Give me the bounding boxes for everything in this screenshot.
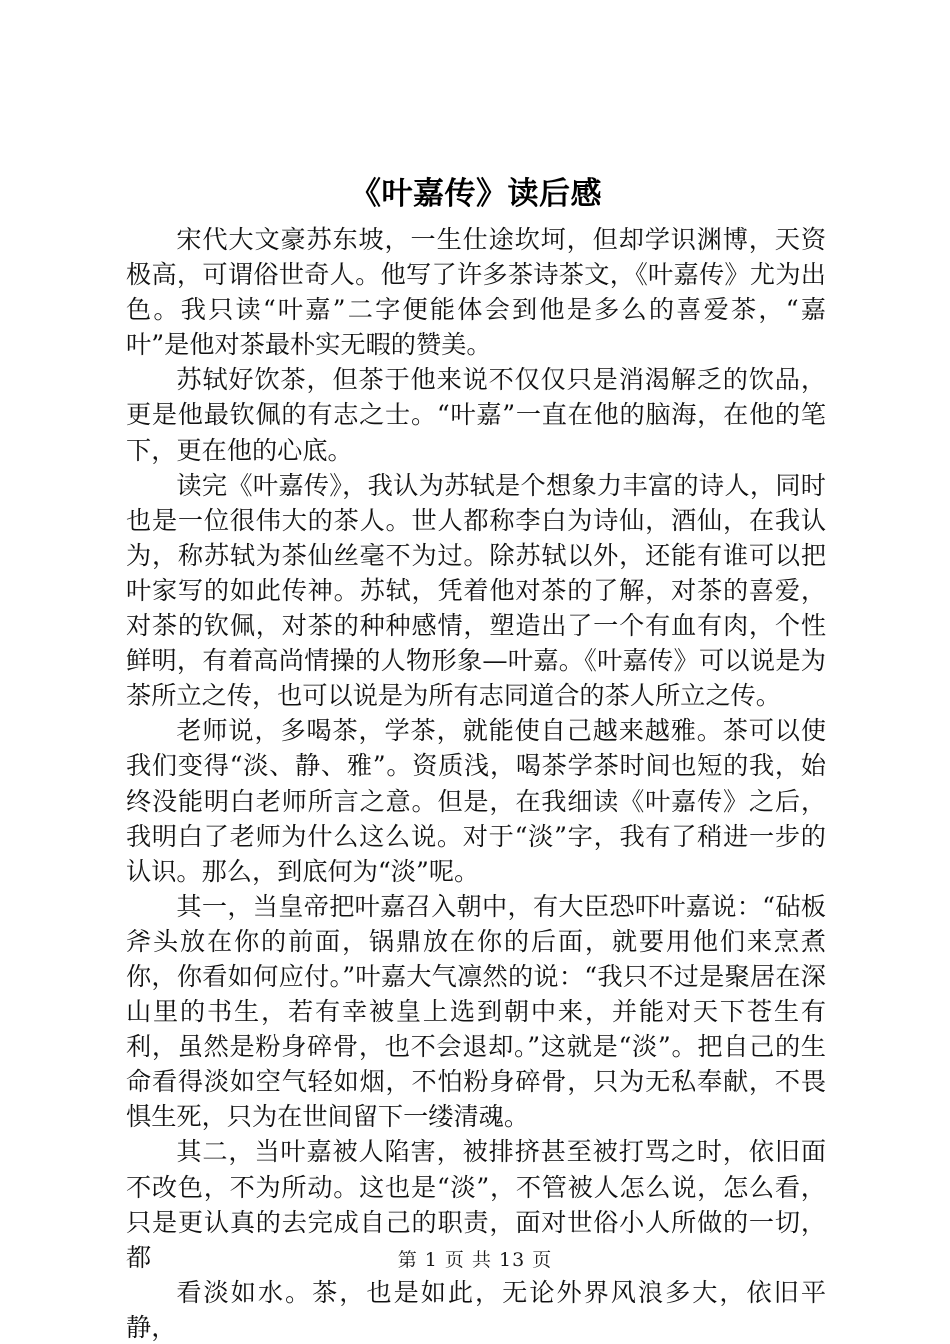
paragraph-4: 老师说，多喝茶，学茶，就能使自己越来越雅。茶可以使我们变得“淡、静、雅”。资质浅，喝茶学茶时间也短的我，始终没能明白老师所言之意。但是，在我细读《叶嘉传》之后，我明白了老师为什么这么说。对于“淡”字，我有了稍进一步的认识。那么，到底何为“淡”呢。 bbox=[126, 716, 826, 886]
paragraph-6: 其二，当叶嘉被人陷害，被排挤甚至被打骂之时，依旧面不改色，不为所动。这也是“淡”，不管被人怎么说，怎么看，只是更认真的去完成自己的职责，面对世俗小人所做的一切，都 bbox=[126, 1137, 826, 1272]
paragraph-3: 读完《叶嘉传》，我认为苏轼是个想象力丰富的诗人，同时也是一位很伟大的茶人。世人都称李白为诗仙，酒仙，在我认为，称苏轼为茶仙丝毫不为过。除苏轼以外，还能有谁可以把叶家写的如此传神。苏轼，凭着他对茶的了解，对茶的喜爱，对茶的钦佩，对茶的种种感情，塑造出了一个有血有肉，个性鲜明，有着高尚情操的人物形象—叶嘉。《叶嘉传》可以说是为茶所立之传，也可以说是为所有志同道合的茶人所立之传。 bbox=[126, 470, 826, 711]
page-footer bbox=[0, 1248, 950, 1272]
document-body bbox=[126, 172, 826, 1344]
page-number-text: 第 1 页 共 13 页 bbox=[397, 1249, 553, 1271]
paragraph-2: 苏轼好饮茶，但茶于他来说不仅仅只是消渴解乏的饮品，更是他最钦佩的有志之士。“叶嘉”一直在他的脑海，在他的笔下，更在他的心底。 bbox=[126, 365, 826, 465]
paragraph-5: 其一，当皇帝把叶嘉召入朝中，有大臣恐吓叶嘉说：“砧板斧头放在你的前面，锅鼎放在你的后面，就要用他们来烹煮你，你看如何应付。”叶嘉大气凛然的说：“我只不过是聚居在深山里的书生，若有幸被皇上选到朝中来，并能对天下苍生有利，虽然是粉身碎骨，也不会退却。”这就是“淡”。把自己的生命看得淡如空气轻如烟，不怕粉身碎骨，只为无私奉献，不畏惧生死，只为在世间留下一缕清魂。 bbox=[126, 891, 826, 1132]
paragraph-1: 宋代大文豪苏东坡，一生仕途坎坷，但却学识渊博，天资极高，可谓俗世奇人。他写了许多茶诗茶文，《叶嘉传》尤为出色。我只读“叶嘉”二字便能体会到他是多么的喜爱茶，“嘉叶”是他对茶最朴实无暇的赞美。 bbox=[126, 225, 826, 360]
paragraph-7: 看淡如水。茶，也是如此，无论外界风浪多大，依旧平静， bbox=[126, 1277, 826, 1342]
page-title: 《叶嘉传》读后感 bbox=[350, 176, 602, 212]
